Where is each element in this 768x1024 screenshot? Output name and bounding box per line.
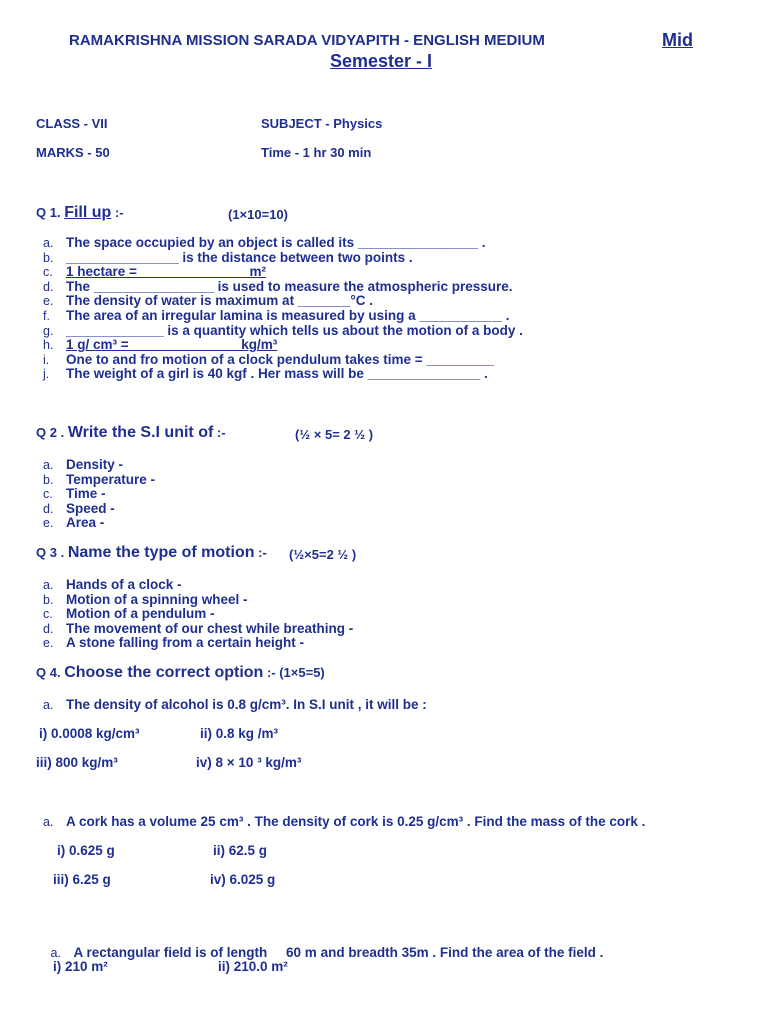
semester-title: Semester - I [330,51,433,71]
option-iii: iii) 800 kg/m³ [36,755,118,770]
item-marker: i. [43,352,50,367]
item-marker: a. [43,236,54,250]
time-label: Time - 1 hr 30 min [261,145,372,160]
list-item [43,351,523,368]
item-marker: d. [43,279,54,294]
item-marker: e. [43,294,54,309]
school-name: RAMAKRISHNA MISSION SARADA VIDYAPITH - ENGLISH MEDIUM [69,32,545,49]
list-item [43,457,155,473]
list-item [43,307,523,324]
q2-heading [36,424,226,442]
option-ii: ii) 210.0 m² [218,959,288,974]
item-marker: c. [43,607,53,622]
item-text: The movement of our chest while breathing - [66,620,354,636]
q1-number: Q 1. [36,205,61,220]
option-ii: ii) 0.8 kg /m³ [200,726,279,741]
list-item [43,486,155,502]
item-text: One to and fro motion of a clock pendulum takes time = _________ [66,351,494,367]
item-text: The ________________ is used to measure the atmospheric pressure. [66,278,513,294]
item-marker: b. [43,592,54,607]
option-i: i) 0.625 g [57,843,115,858]
option-iii: iii) 6.25 g [53,872,111,887]
list-item [43,235,523,251]
item-marker: a. [50,946,61,960]
option-ii: ii) 62.5 g [213,843,268,858]
q3-list [43,577,354,651]
list-item [43,471,156,488]
list-item [43,293,523,309]
item-text: _______________ is the distance between two points . [66,249,413,265]
list-item [43,264,523,280]
q3-number: Q 3 . [36,545,65,560]
q3-heading [36,544,267,562]
q4-part3-question [43,930,603,960]
item-text: Motion of a pendulum - [66,606,215,622]
q4-heading [36,664,325,682]
q4-part1-question [43,697,427,712]
list-item [43,322,523,339]
item-text: Motion of a spinning wheel - [66,591,248,607]
item-marker: c. [43,487,53,502]
list-item [43,249,523,266]
item-marker: d. [43,621,54,636]
item-text: Time - [66,486,106,502]
item-text: Hands of a clock - [66,577,182,592]
marks-label: MARKS - 50 [36,145,110,160]
class-label: CLASS - VII [36,116,108,131]
item-text: A stone falling from a certain height - [66,635,305,651]
list-item [43,337,523,353]
q3-title: Name the type of motion [67,544,255,561]
list-item [43,591,353,608]
item-text: _____________ is a quantity which tells us about the motion of a body . [66,322,523,338]
q2-marks: (½ × 5= 2 ½ ) [295,427,374,442]
q2-number: Q 2 . [36,425,65,440]
option-iv: iv) 8 × 10 ³ kg/m³ [196,755,302,770]
item-text: Density - [66,457,124,472]
item-marker: g. [43,323,54,338]
list-item [43,620,354,637]
list-item [43,278,523,295]
subject-label: SUBJECT - Physics [261,116,383,131]
list-item [43,500,155,517]
item-text: The density of water is maximum at _______°C . [66,293,374,309]
item-text: Temperature - [66,471,156,487]
option-i: i) 0.0008 kg/cm³ [39,726,140,741]
option-i: i) 210 m² [53,959,108,974]
q3-marks: (½×5=2 ½ ) [289,547,357,562]
item-text: The space occupied by an object is called its ________________ . [66,235,486,250]
q4-suffix: :- (1×5=5) [266,665,325,680]
item-marker: d. [43,501,54,516]
exam-term: Mid [662,30,693,50]
item-text: 1 g/ cm³ = ______________ kg/m³ [66,337,278,353]
item-marker: a. [43,458,54,472]
item-text: The weight of a girl is 40 kgf . Her mass will be _______________ . [66,366,488,382]
q2-title: Write the S.I unit of [67,424,214,441]
item-marker: e. [43,516,54,531]
item-marker: b. [43,472,54,487]
q3-suffix: :- [258,545,267,560]
item-text: Speed - [66,500,115,516]
question-text: A cork has a volume 25 cm³ . The density of cork is 0.25 g/cm³ . Find the mass of the cork . [66,814,646,829]
item-marker: j. [43,367,50,382]
list-item [43,577,353,593]
item-marker: e. [43,636,54,651]
q2-list [43,457,156,531]
item-marker: b. [43,250,54,265]
item-marker: a. [43,698,54,712]
q4-title: Choose the correct option [64,664,264,681]
list-item [43,366,523,382]
q1-list [43,235,523,382]
q1-title: Fill up [64,204,112,221]
item-marker: f. [43,308,50,323]
list-item [43,515,155,531]
list-item [43,635,353,651]
q4-part2-question [43,814,645,829]
list-item [43,606,353,622]
q1-suffix: :- [114,205,124,220]
option-iv: iv) 6.025 g [210,872,276,887]
item-marker: c. [43,265,53,280]
item-marker: a. [43,578,54,592]
q4-number: Q 4. [36,665,61,680]
q1-heading [36,204,124,222]
question-text: The density of alcohol is 0.8 g/cm³. In S.I unit , it will be : [66,697,427,712]
question-text: A rectangular field is of length 60 m and breadth 35m . Find the area of the field . [73,945,604,960]
q2-suffix: :- [216,425,226,440]
item-text: Area - [66,515,105,531]
item-text: 1 hectare = ______________ m² [66,264,267,280]
q1-marks: (1×10=10) [228,207,288,222]
item-marker: a. [43,815,54,829]
item-marker: h. [43,338,54,353]
item-text: The area of an irregular lamina is measured by using a ___________ . [66,307,510,323]
